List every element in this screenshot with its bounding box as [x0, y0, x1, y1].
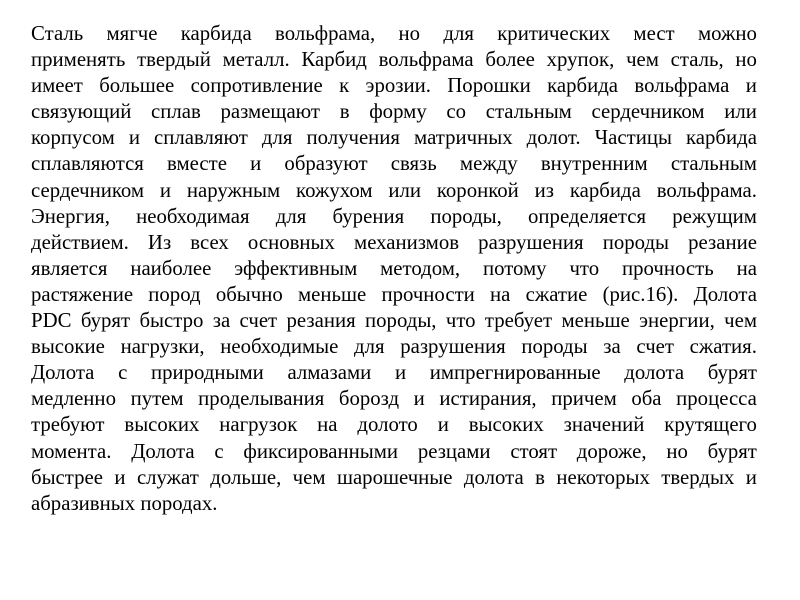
paragraph-word: и	[128, 126, 140, 150]
paragraph-line	[31, 256, 757, 282]
paragraph-word: имеет	[31, 74, 83, 98]
paragraph-word: можно	[697, 22, 757, 45]
paragraph-word: сжатие	[525, 282, 588, 306]
paragraph-word: карбида	[685, 126, 757, 150]
paragraph-word: к	[339, 74, 350, 98]
paragraph-word: породы,	[365, 309, 437, 333]
paragraph-word: с	[118, 361, 128, 385]
paragraph-line	[31, 47, 757, 73]
paragraph-word: твердых	[661, 465, 735, 489]
paragraph-word: породы	[521, 335, 588, 359]
paragraph-word: за	[212, 309, 231, 333]
paragraph-word: на	[736, 256, 757, 280]
paragraph-line	[31, 412, 757, 438]
paragraph-word: Долота	[693, 282, 757, 306]
paragraph-word: мест	[633, 22, 675, 45]
paragraph-word: высокие	[31, 335, 105, 359]
paragraph-line	[31, 308, 757, 334]
paragraph-word: Энергия,	[31, 204, 110, 228]
paragraph-word: для	[261, 126, 293, 150]
paragraph-word: путем	[130, 387, 184, 411]
paragraph-word: некоторых	[556, 465, 650, 489]
paragraph-line	[31, 230, 757, 256]
paragraph-word: сердечником	[31, 178, 145, 202]
paragraph-word: но	[666, 439, 688, 463]
paragraph-word: прочности	[381, 282, 475, 306]
paragraph-word: сплавляют	[154, 126, 248, 150]
paragraph-word: крутящего	[664, 413, 757, 437]
paragraph-word: критических	[497, 22, 611, 45]
paragraph-word: прочность	[622, 256, 714, 280]
paragraph-word: эрозии.	[365, 74, 431, 98]
paragraph-word: вольфрама	[634, 74, 730, 98]
paragraph-word: медленно	[31, 387, 116, 411]
paragraph-word: значений	[563, 413, 645, 437]
paragraph-word: или	[724, 100, 757, 124]
paragraph-word: металл.	[222, 48, 290, 72]
paragraph-word: сплавляются	[31, 152, 144, 176]
paragraph-word: вместе	[167, 152, 227, 176]
paragraph-word: и	[413, 387, 425, 411]
paragraph-word: и	[745, 74, 757, 98]
paragraph-word: нагрузок	[219, 413, 298, 437]
paragraph-word: породы,	[430, 204, 502, 228]
paragraph-word: в	[339, 100, 350, 124]
paragraph-word: служат	[136, 465, 199, 489]
paragraph-line	[31, 386, 757, 412]
paragraph-word: требуют	[31, 413, 105, 437]
paragraph-word: шарошечные	[336, 465, 453, 489]
paragraph-word: за	[603, 335, 621, 359]
paragraph-word: для	[275, 204, 307, 228]
paragraph-word: борозд	[338, 387, 400, 411]
paragraph-word: чем	[724, 309, 757, 333]
paragraph-word: бурят	[707, 361, 757, 385]
paragraph-word: действием.	[31, 230, 129, 254]
paragraph-word: породах.	[140, 491, 218, 515]
paragraph-word: дольше,	[210, 465, 282, 489]
paragraph-word: пород	[148, 282, 201, 306]
paragraph-word: наружным	[186, 178, 281, 202]
paragraph-line	[31, 151, 757, 177]
paragraph-word: бурят	[80, 309, 131, 333]
paragraph-word: бурения	[332, 204, 405, 228]
paragraph-word: связующий	[31, 100, 132, 124]
paragraph-word: сопротивление	[190, 74, 323, 98]
paragraph-line	[31, 125, 757, 151]
paragraph-word: стальным	[485, 100, 572, 124]
paragraph-word: или	[388, 178, 421, 202]
paragraph-word: высоких	[124, 413, 200, 437]
paragraph-word: сталь,	[670, 48, 724, 72]
paragraph-word: обычно	[215, 282, 283, 306]
paragraph-word: меньше	[561, 309, 630, 333]
paragraph-word: размещают	[220, 100, 321, 124]
paragraph-word: момента.	[31, 439, 112, 463]
paragraph-word: что	[569, 256, 600, 280]
paragraph-word: разрушения	[400, 335, 506, 359]
paragraph-word: но	[398, 22, 421, 45]
paragraph-word: получения	[306, 126, 400, 150]
paragraph-word: кожухом	[296, 178, 373, 202]
paragraph-word: методом,	[380, 256, 461, 280]
paragraph-word: хрупок,	[546, 48, 615, 72]
paragraph-word: коронкой	[436, 178, 519, 202]
paragraph-word: для	[354, 335, 385, 359]
paragraph-word: сердечником	[591, 100, 705, 124]
paragraph-word: карбида	[180, 22, 252, 45]
paragraph-word: быстро	[139, 309, 204, 333]
paragraph-word: природными	[150, 361, 264, 385]
paragraph-word: причем	[551, 387, 617, 411]
paragraph-word: счет	[239, 309, 278, 333]
paragraph-word: Из	[147, 230, 172, 254]
paragraph-line	[31, 73, 757, 99]
paragraph-word: и	[159, 178, 172, 202]
paragraph-line	[31, 21, 757, 47]
paragraph-word: необходимая	[136, 204, 250, 228]
paragraph-word: между	[459, 152, 518, 176]
paragraph-line	[31, 491, 757, 517]
paragraph-word: импрегнированные	[429, 361, 601, 385]
paragraph-word: энергии,	[639, 309, 715, 333]
paragraph-word: на	[317, 413, 338, 437]
paragraph-word: Долота	[31, 361, 95, 385]
paragraph-word: оба	[631, 387, 662, 411]
paragraph-word: растяжение	[31, 282, 134, 306]
paragraph-word: бурят	[707, 439, 757, 463]
paragraph-word: Порошки	[447, 74, 531, 98]
paragraph-word: со	[446, 100, 467, 124]
paragraph-word: вольфрама,	[275, 22, 376, 45]
paragraph-word: но	[735, 48, 757, 72]
paragraph-word: режущим	[672, 204, 757, 228]
paragraph-word: карбида	[547, 74, 619, 98]
paragraph-word: матричных	[414, 126, 513, 150]
paragraph-word: в	[535, 465, 545, 489]
paragraph-word: стальным	[670, 152, 757, 176]
paragraph-word: процесса	[676, 387, 757, 411]
paragraph-word: фиксированными	[243, 439, 399, 463]
paragraph-word: Частицы	[594, 126, 672, 150]
paragraph-word: быстрее	[31, 465, 103, 489]
paragraph-word: необходимые	[220, 335, 339, 359]
paragraph-word: породы	[602, 230, 669, 254]
paragraph-word: более	[485, 48, 535, 72]
paragraph-word: из	[534, 178, 555, 202]
paragraph-word: внутренним	[540, 152, 648, 176]
paragraph-word: мягче	[106, 22, 158, 45]
paragraph-word: с	[214, 439, 224, 463]
paragraph-word: и	[745, 465, 757, 489]
paragraph-word: (рис.16).	[602, 282, 679, 306]
paragraph-word: алмазами	[287, 361, 372, 385]
paragraph-line	[31, 282, 757, 308]
paragraph-word: корпусом	[31, 126, 115, 150]
paragraph-word: счет	[636, 335, 674, 359]
paragraph-word: основных	[247, 230, 335, 254]
paragraph-word: стоят	[510, 439, 558, 463]
paragraph-word: Долота	[131, 439, 195, 463]
paragraph-word: является	[31, 256, 108, 280]
paragraph-word: и	[394, 361, 407, 385]
paragraph-word: что	[445, 309, 476, 333]
paragraph-word: на	[490, 282, 511, 306]
paragraph-line	[31, 178, 757, 204]
paragraph-word: меньше	[297, 282, 367, 306]
paragraph-word: образуют	[284, 152, 368, 176]
paragraph-word: вольфрама	[378, 48, 474, 72]
paragraph-word: и	[114, 465, 126, 489]
paragraph-word: всех	[190, 230, 229, 254]
paragraph-word: истирания,	[439, 387, 537, 411]
paragraph-line	[31, 360, 757, 386]
paragraph-word: долот.	[526, 126, 581, 150]
paragraph-word: долота	[624, 361, 685, 385]
paragraph-word: PDC	[31, 309, 72, 333]
paragraph-word: связь	[390, 152, 437, 176]
paragraph-line	[31, 334, 757, 360]
paragraph-word: наиболее	[130, 256, 212, 280]
paragraph-word: чем	[626, 48, 659, 72]
paragraph-line	[31, 99, 757, 125]
paragraph-word: механизмов	[354, 230, 460, 254]
paragraph-word: резания	[286, 309, 356, 333]
paragraph-word: чем	[292, 465, 326, 489]
paragraph-word: и	[437, 413, 449, 437]
paragraph-word: Сталь	[31, 22, 84, 45]
paragraph-word: разрушения	[478, 230, 584, 254]
paragraph-word: резцами	[417, 439, 491, 463]
paragraph-word: большее	[99, 74, 175, 98]
paragraph-word: высоких	[468, 413, 544, 437]
paragraph-line	[31, 204, 757, 230]
body-paragraph	[31, 21, 757, 517]
paragraph-word: долото	[357, 413, 418, 437]
paragraph-word: форму	[369, 100, 427, 124]
paragraph-word: абразивных	[31, 491, 141, 515]
paragraph-word: Карбид	[301, 48, 367, 72]
paragraph-word: дороже,	[576, 439, 647, 463]
paragraph-word: применять	[31, 48, 126, 72]
paragraph-word: потому	[482, 256, 547, 280]
paragraph-word: резание	[688, 230, 757, 254]
paragraph-word: карбида	[569, 178, 641, 202]
paragraph-word: проделывания	[198, 387, 325, 411]
paragraph-word: требует	[484, 309, 553, 333]
paragraph-line	[31, 465, 757, 491]
paragraph-word: определяется	[528, 204, 647, 228]
paragraph-word: вольфрама.	[656, 178, 757, 202]
paragraph-word: сплав	[151, 100, 201, 124]
paragraph-word: эффективным	[234, 256, 358, 280]
paragraph-line	[31, 439, 757, 465]
paragraph-word: долота	[463, 465, 524, 489]
paragraph-word: сжатия.	[689, 335, 757, 359]
paragraph-word: твердый	[137, 48, 211, 72]
paragraph-word: для	[443, 22, 474, 45]
paragraph-word: нагрузки,	[120, 335, 205, 359]
paragraph-word: и	[250, 152, 262, 176]
